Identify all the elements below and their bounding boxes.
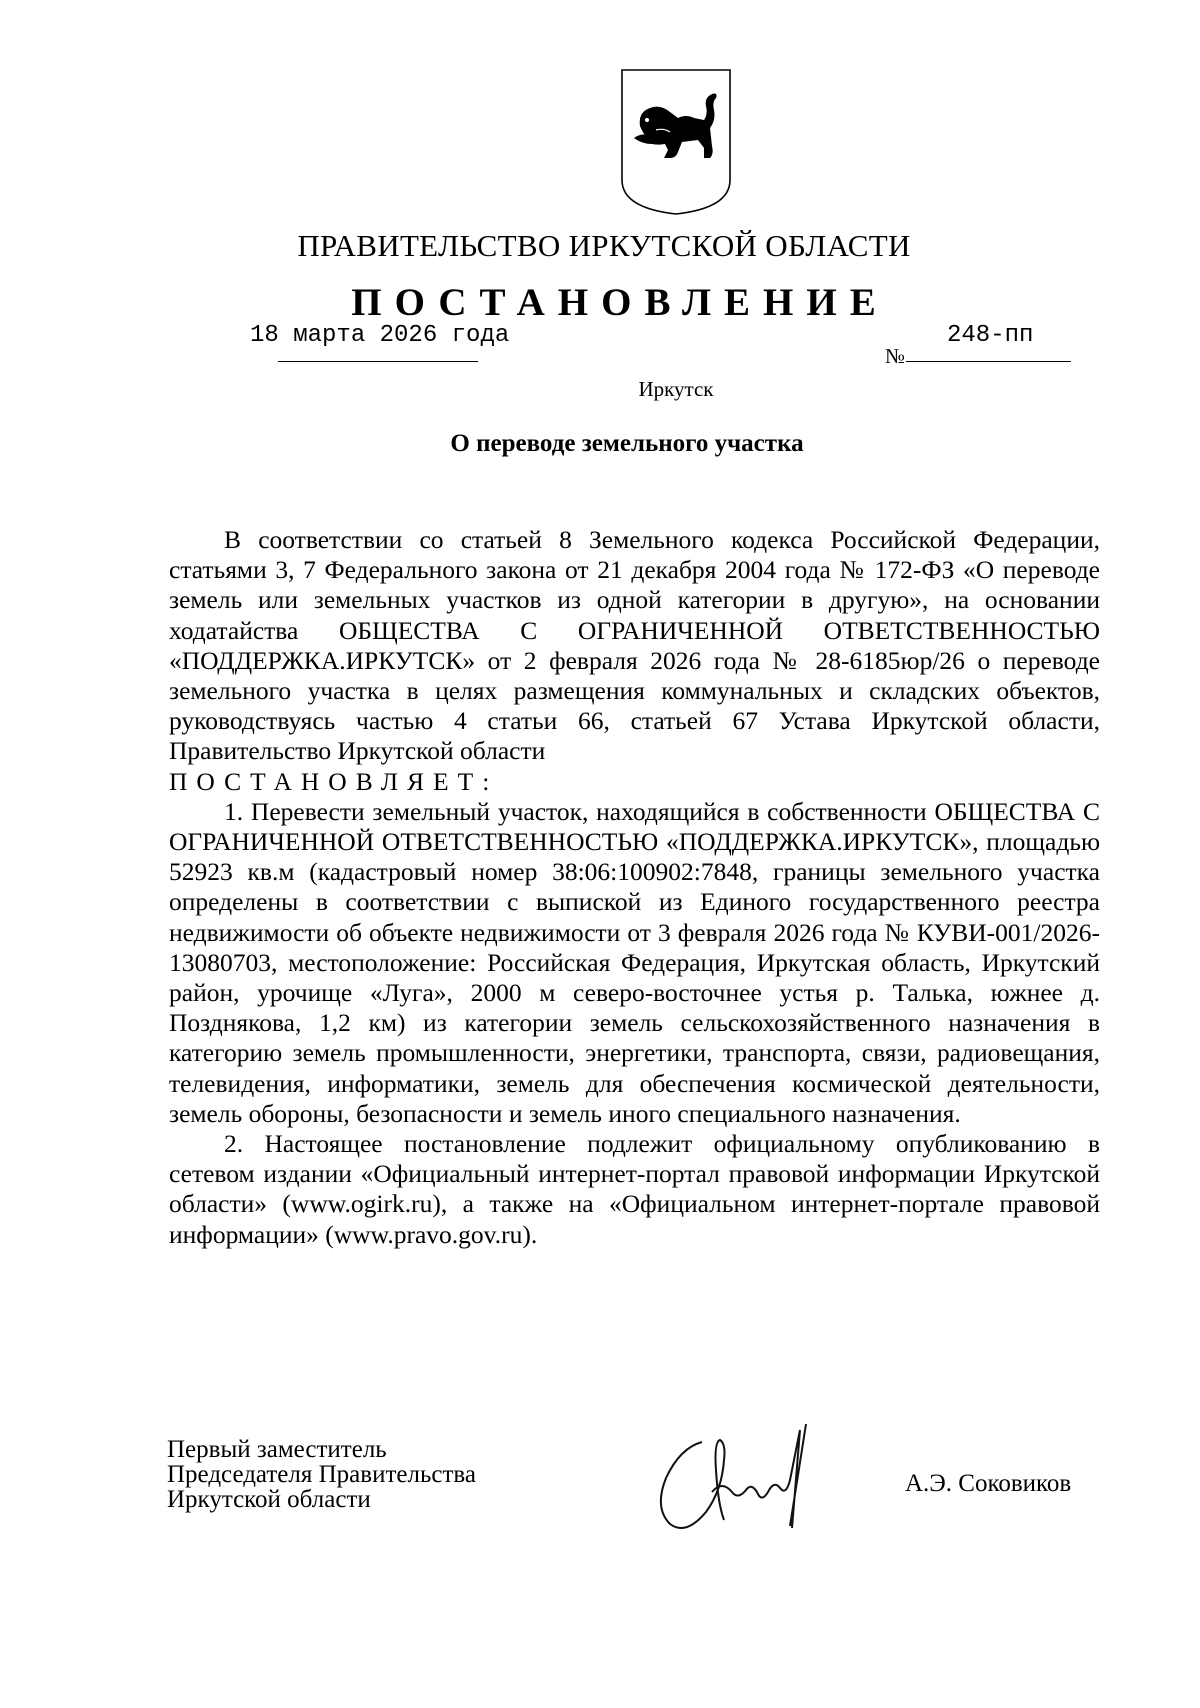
city-name: Иркутск	[638, 377, 714, 401]
number-underline	[906, 361, 1071, 362]
item-2-paragraph: 2. Настоящее постановление подлежит официальному опубликованию в сетевом издании «Официальный интернет-портал правовой информации Иркутской области» (www.ogirk.ru), а также на «Официальном интернет-портале правовой информации» (www.pravo.gov.ru).	[169, 1129, 1100, 1249]
document-date: 18 марта 2026 года	[250, 322, 510, 349]
signer-position-line-1: Первый заместитель	[167, 1436, 387, 1463]
document-subject: О переводе земельного участка	[450, 430, 804, 457]
signer-name: А.Э. Соковиков	[905, 1470, 1072, 1497]
handwritten-signature	[640, 1400, 860, 1540]
date-underline	[278, 361, 478, 362]
signer-position-line-3: Иркутской области	[167, 1486, 371, 1513]
item-1-paragraph: 1. Перевести земельный участок, находящийся в собственности ОБЩЕСТВА С ОГРАНИЧЕННОЙ ОТВЕТСТВЕННОСТЬЮ «ПОДДЕРЖКА.ИРКУТСК», площадью 52923 кв.м (кадастровый номер 38:06:100902:7848, границы земельного участка определены в соответствии с выпиской из Единого государственного реестра недвижимости об объекте недвижимости от 3 февраля 2026 года № КУВИ-001/2026-13080703, местоположение: Российская Федерация, Иркутская область, Иркутский район, урочище «Луга», 2000 м северо-восточнее устья р. Талька, южнее д. Позднякова, 1,2 км) из категории земель сельскохозяйственного назначения в категорию земель промышленности, энергетики, транспорта, связи, радиовещания, телевидения, информатики, земель для обеспечения космической деятельности, земель обороны, безопасности и земель иного специального назначения.	[169, 796, 1100, 1128]
signer-position-line-2: Председателя Правительства	[167, 1461, 476, 1488]
document-body	[169, 525, 1100, 1250]
document-number: 248-пп	[947, 322, 1034, 349]
signer-position	[167, 1437, 476, 1512]
coat-of-arms-emblem	[620, 68, 732, 216]
number-sign: №	[885, 344, 906, 368]
decree-word: ПОСТАНОВЛЯЕТ:	[169, 766, 499, 796]
government-title: ПРАВИТЕЛЬСТВО ИРКУТСКОЙ ОБЛАСТИ	[297, 228, 911, 263]
preamble-paragraph: В соответствии со статьей 8 Земельного кодекса Российской Федерации, статьями 3, 7 Федерального закона от 21 декабря 2004 года № 172-ФЗ «О переводе земель или земельных участков из одной категории в другую», на основании ходатайства ОБЩЕСТВА С ОГРАНИЧЕННОЙ ОТВЕТСТВЕННОСТЬЮ «ПОДДЕРЖКА.ИРКУТСК» от 2 февраля 2026 года № 28-6185юр/26 о переводе земельного участка в целях размещения коммунальных и складских объектов, руководствуясь частью 4 статьи 66, статьей 67 Устава Иркутской области, Правительство Иркутской области	[169, 525, 1100, 766]
document-type: ПОСТАНОВЛЕНИЕ	[351, 281, 889, 324]
